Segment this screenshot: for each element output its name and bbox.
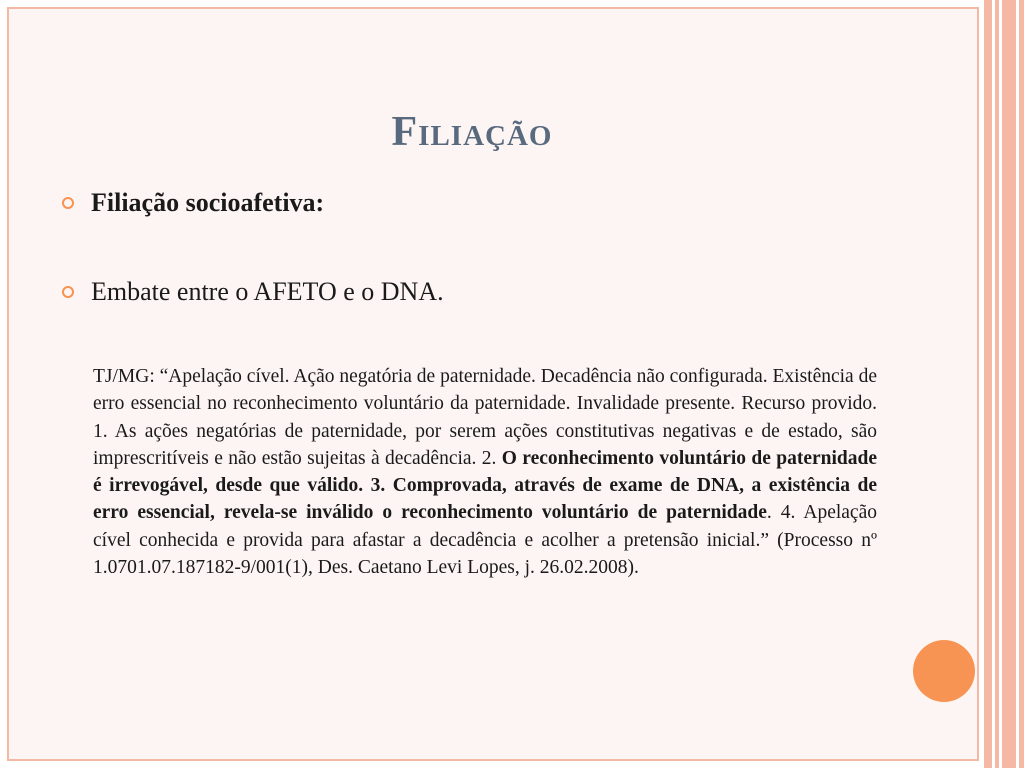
bullet-item <box>62 275 444 309</box>
quote-text: . 4. Apelação cível conhecida e provida para afastar a decadência e acolher a pretensão inicial.” (Processo nº 1.0701.07.187182-9/001(1), Des. Caetano Levi Lopes, j. 26.02.2008). <box>93 502 877 579</box>
circle-bullet-icon <box>62 286 74 298</box>
quote-bold-text: O reconhecimento voluntário de paternidade é irrevogável, desde que válido. 3. Comprovada, através de exame de DNA, a existência de erro essencial, revela-se inválido o reconhecimento voluntário de paternidade <box>93 447 877 524</box>
decorative-stripe <box>1019 0 1024 768</box>
bullet-text: Filiação socioafetiva: <box>91 188 325 217</box>
slide-title: Filiação <box>391 109 553 155</box>
circle-bullet-icon <box>62 197 74 209</box>
quote-text: TJ/MG: “Apelação cível. Ação negatória de paternidade. Decadência não configurada. Existência de erro essencial no reconhecimento voluntário da paternidade. Invalidade presente. Recurso provido. 1. As ações negatórias de paternidade, por serem ações constitutivas negativas e de estado, são imprescritíveis e não estão sujeitas à decadência. 2. <box>93 366 877 469</box>
court-decision-quote <box>93 363 877 581</box>
decorative-stripe <box>984 0 992 768</box>
bullet-item <box>62 186 324 220</box>
decorative-stripe <box>1002 0 1016 768</box>
bullet-text: Embate entre o AFETO e o DNA. <box>91 277 444 306</box>
decorative-circle <box>913 640 975 702</box>
decorative-stripe <box>995 0 999 768</box>
